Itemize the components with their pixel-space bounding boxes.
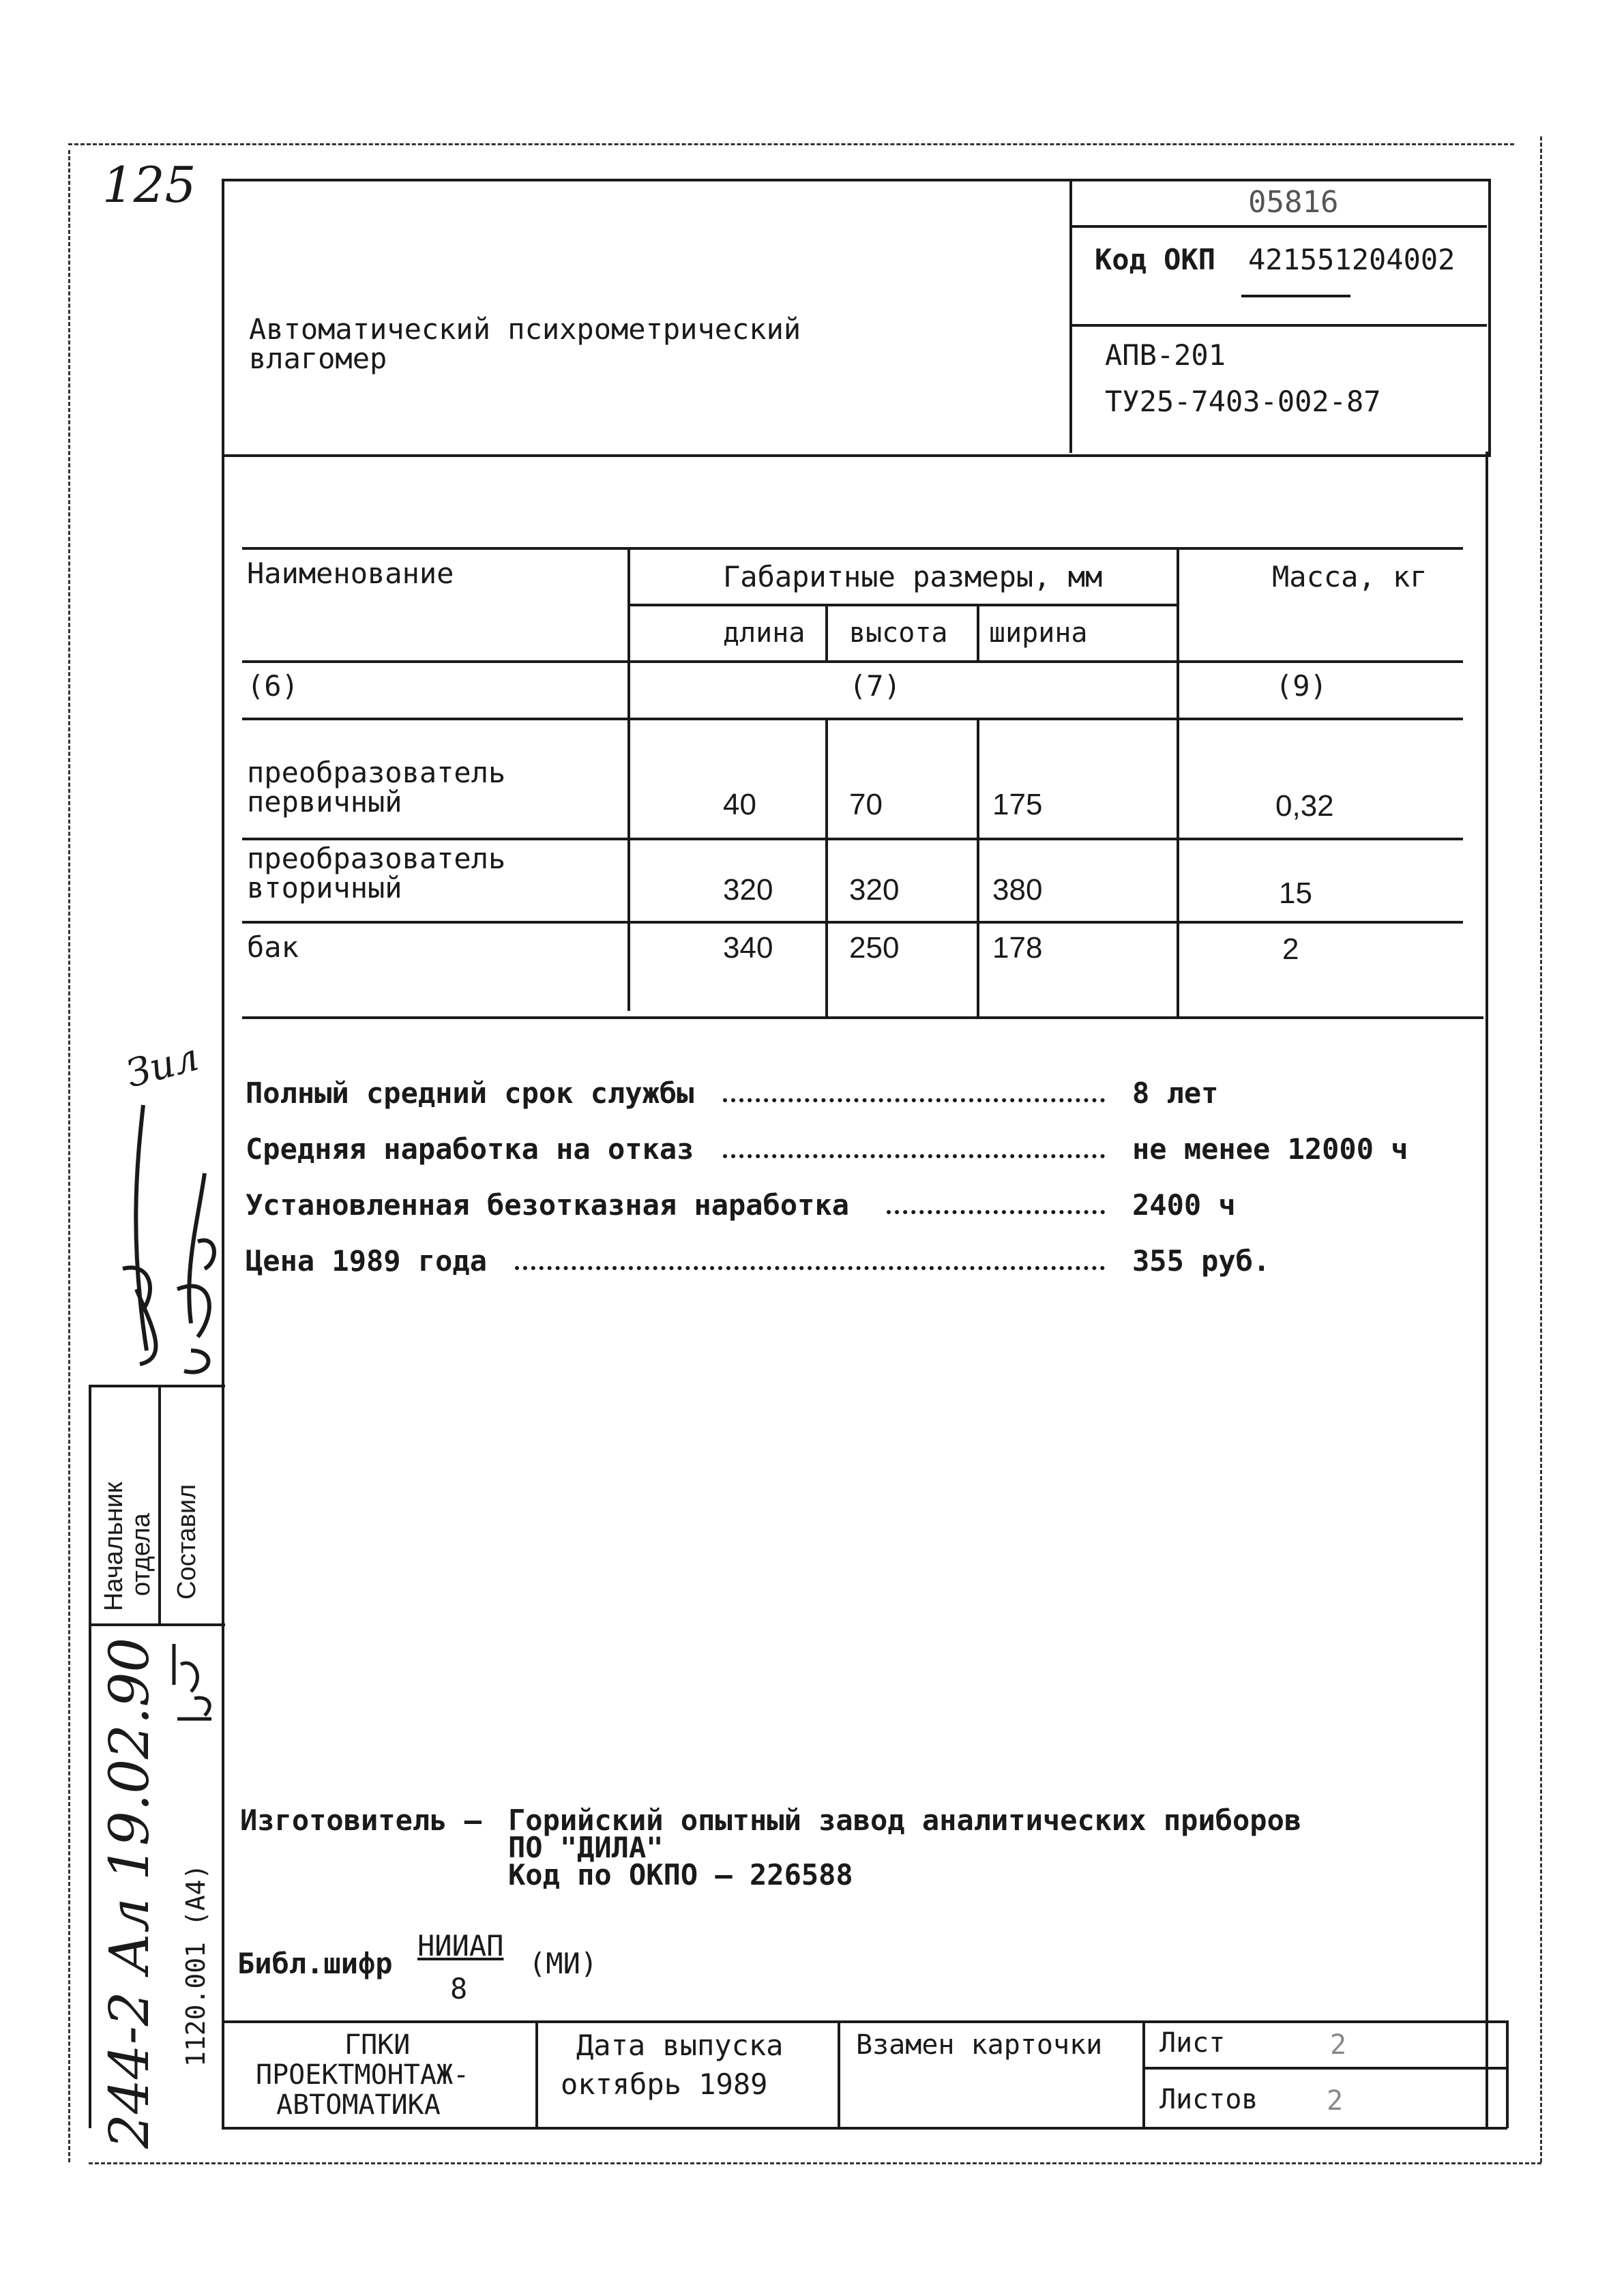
spec-label: Цена 1989 года (246, 1244, 488, 1278)
outer-border-right (1540, 136, 1542, 2162)
org-line3: АВТОМАТИКА (276, 2089, 441, 2121)
outer-border-left (68, 150, 70, 2162)
row-name-line2: вторичный (247, 871, 402, 904)
col-code-dims: (7) (849, 669, 901, 703)
product-model: АПВ-201 (1105, 338, 1226, 372)
compiled-by-label: Составил (173, 1484, 201, 1600)
row-name-line1: преобразователь (247, 756, 506, 789)
spec-label: Средняя наработка на отказ (246, 1132, 694, 1166)
row-name-line1: бак (247, 930, 299, 964)
row-mass: 15 (1279, 877, 1312, 910)
col-code-mass: (9) (1275, 669, 1327, 703)
sheet-label: Лист (1159, 2027, 1226, 2059)
org-line1: ГПКИ (344, 2029, 411, 2061)
main-frame-right (1486, 452, 1488, 2130)
row-name-line1: преобразователь (247, 842, 506, 875)
code-number: 05816 (1248, 185, 1339, 220)
okp-code: 421551204002 (1248, 243, 1455, 276)
col-code-name: (6) (247, 669, 299, 703)
handwritten-top-note: Зил (121, 1035, 204, 1097)
sheets-label: Листов (1159, 2084, 1258, 2115)
row-height: 70 (849, 788, 883, 821)
handwritten-registration: 244-2 Ал 19.02.90 (98, 1637, 161, 2149)
spec-value: 2400 ч (1132, 1188, 1236, 1222)
manufacturer-okpo: Код по ОКПО – 226588 (508, 1858, 853, 1892)
product-title-line1: Автоматический психрометрический (249, 312, 801, 346)
col-header-dims: Габаритные размеры, мм (723, 560, 1103, 593)
page-number: 125 (102, 156, 196, 214)
signature-small-icon (164, 1637, 225, 1726)
col-sub-length: длина (723, 617, 806, 649)
sheets-value: 2 (1327, 2085, 1344, 2117)
header-divider (1069, 179, 1072, 453)
row-width: 380 (992, 873, 1043, 907)
col-sub-width: ширина (989, 617, 1088, 649)
product-title-line2: влагомер (249, 342, 387, 375)
outer-border-bottom (89, 2162, 1541, 2164)
signature-icon (89, 1064, 232, 1392)
row-name-line2: первичный (247, 785, 402, 819)
col-header-mass: Масса, кг (1272, 560, 1428, 593)
spec-value: 8 лет (1132, 1076, 1219, 1110)
col-header-name: Наименование (247, 557, 454, 590)
release-label: Дата выпуска (576, 2029, 784, 2062)
library-code-value: НИИАП (417, 1929, 504, 1962)
spec-value: не менее 12000 ч (1132, 1132, 1408, 1166)
replace-label: Взамен карточки (856, 2029, 1103, 2061)
row-width: 178 (992, 931, 1043, 965)
manufacturer-label: Изготовитель – (240, 1804, 482, 1837)
library-label: Библ.шифр (237, 1947, 393, 1980)
okp-label: Код ОКП (1095, 243, 1216, 276)
spec-value: 355 руб. (1132, 1244, 1271, 1278)
row-length: 320 (723, 873, 773, 907)
release-value: октябрь 1989 (561, 2067, 768, 2101)
spec-label: Установленная безотказная наработка (246, 1188, 850, 1222)
spec-label: Полный средний срок службы (246, 1076, 694, 1110)
row-height: 250 (849, 931, 900, 965)
row-length: 340 (723, 931, 773, 965)
row-width: 175 (992, 788, 1043, 821)
sheet-value: 2 (1330, 2029, 1347, 2061)
library-suffix: (МИ) (529, 1947, 598, 1980)
head-of-dept-label: Начальник (100, 1482, 128, 1611)
row-height: 320 (849, 873, 900, 907)
row-mass: 2 (1282, 932, 1299, 966)
outer-border-top (68, 143, 1514, 145)
row-mass: 0,32 (1275, 789, 1334, 823)
row-length: 40 (723, 788, 756, 821)
library-number: 8 (450, 1972, 468, 2005)
head-of-dept-label-line2: отдела (127, 1513, 156, 1596)
product-tu: ТУ25-7403-002-87 (1105, 385, 1381, 418)
form-code: 1120.001 (А4) (181, 1864, 211, 2067)
manufacturer-line2: ПО "ДИЛА" (508, 1831, 664, 1864)
org-line2: ПРОЕКТМОНТАЖ- (256, 2059, 470, 2091)
col-sub-height: высота (849, 617, 948, 649)
manufacturer-line1: Горийский опытный завод аналитических приборов (508, 1804, 1302, 1837)
